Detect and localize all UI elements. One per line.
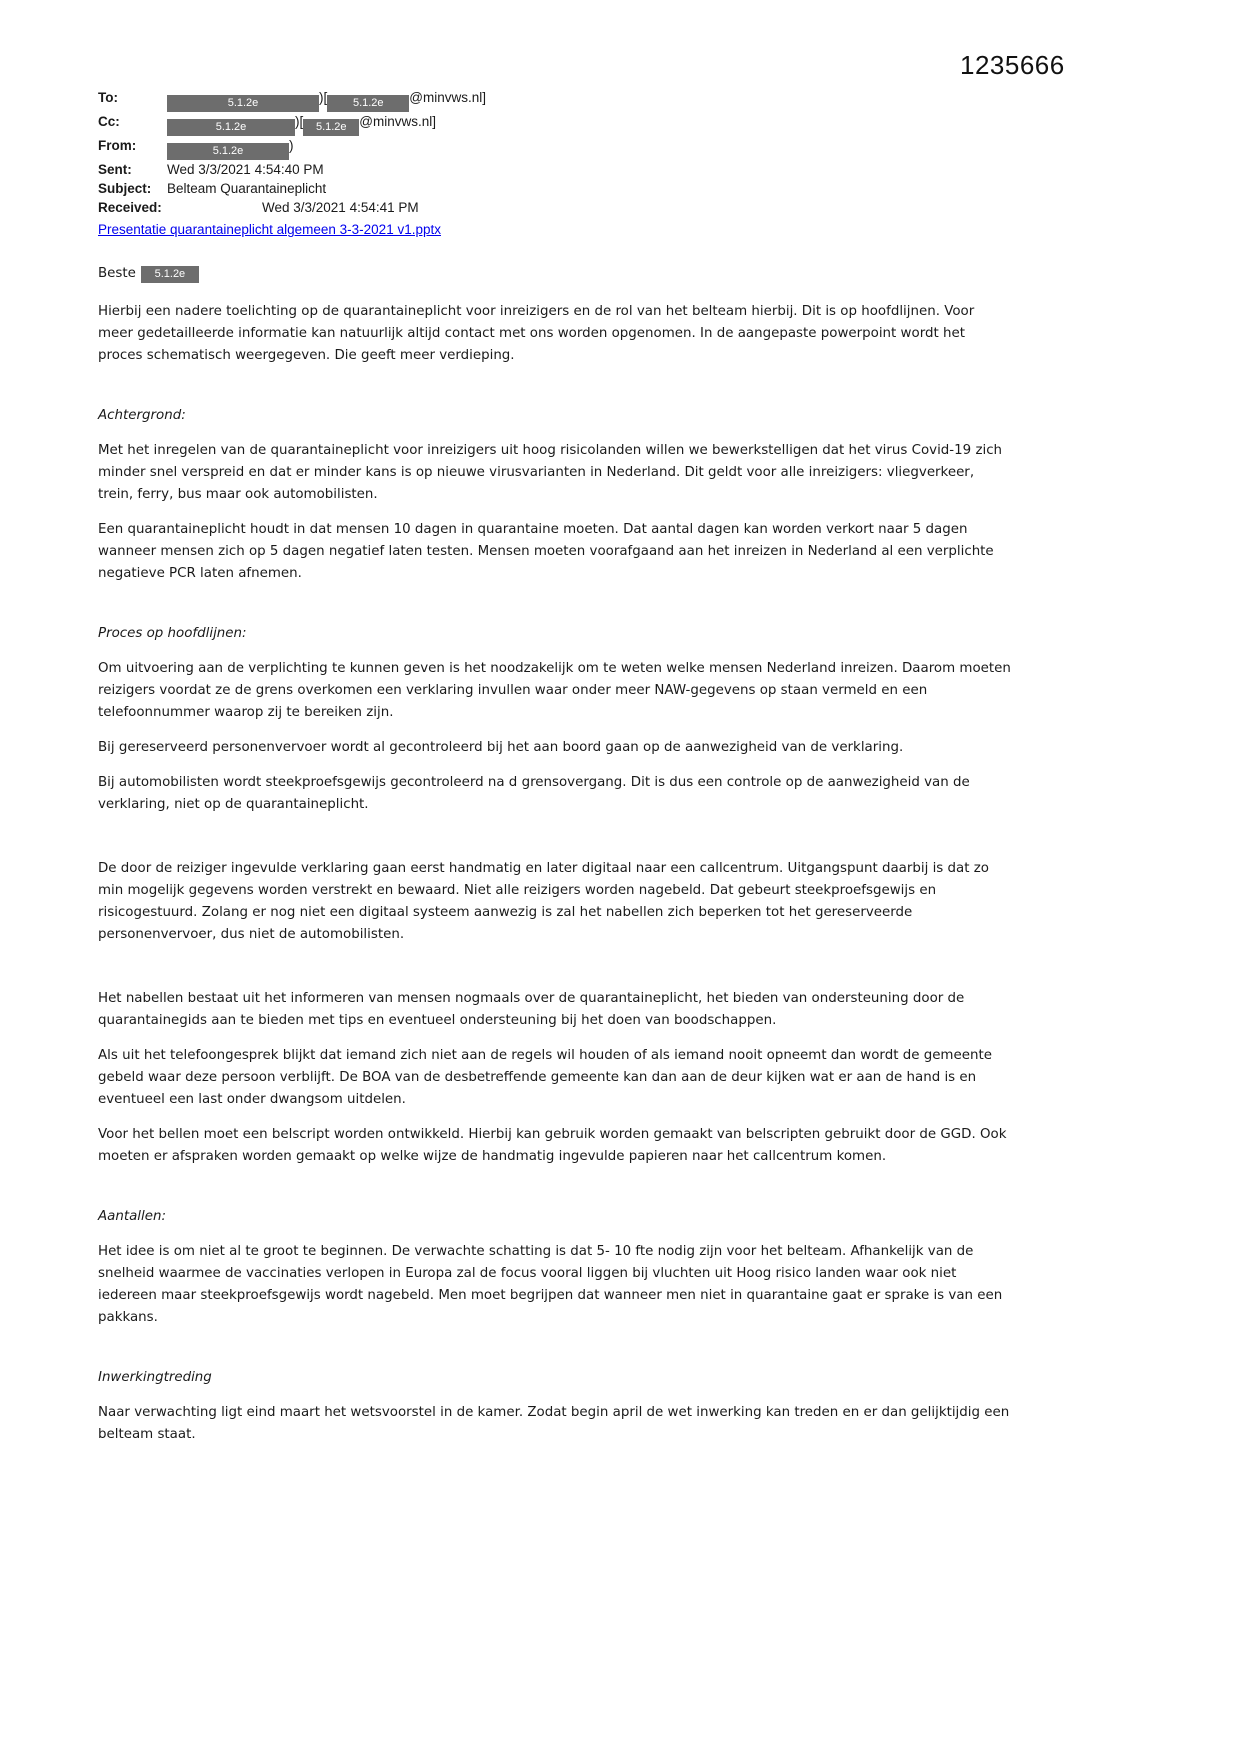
- paragraph: Voor het bellen moet een belscript worden ontwikkeld. Hierbij kan gebruik worden gemaakt van belscripten gebruikt door de GGD. Ook moeten er afspraken worden gemaakt op welke wijze de handmatig ingevulde papieren naar het callcentrum komen.: [98, 1127, 1007, 1164]
- redaction-box: 5.1.2e: [303, 119, 359, 136]
- header-row-received: [98, 198, 1012, 217]
- from-paren: ): [289, 138, 294, 153]
- document-number: 1235666: [960, 50, 1065, 80]
- attachment-line: [98, 220, 1012, 239]
- redaction-box: 5.1.2e: [167, 143, 289, 160]
- header-row-cc: [98, 112, 1012, 136]
- from-label: From:: [98, 138, 137, 153]
- section-heading-inwerkingtreding: Inwerkingtreding: [98, 1370, 212, 1385]
- header-row-sent: [98, 160, 1012, 179]
- email-content: [98, 88, 1012, 1446]
- cc-bracket: )[: [295, 114, 304, 129]
- paragraph: Het nabellen bestaat uit het informeren van mensen nogmaals over de quarantaineplicht, het bieden van ondersteuning door de quarantainegids aan te bieden met tips en eventueel ondersteuning bij het doen van boodschappen.: [98, 991, 965, 1028]
- cc-domain: @minvws.nl]: [359, 114, 436, 129]
- intro-paragraph: Hierbij een nadere toelichting op de quarantaineplicht voor inreizigers en de rol van het belteam hierbij. Dit is op hoofdlijnen. Voor meer gedetailleerde informatie kan natuurlijk altijd contact met ons worden opgenomen. In de aangepaste powerpoint wordt het proces schematisch weergegeven. Die geeft meer verdieping.: [98, 304, 975, 363]
- paragraph: De door de reiziger ingevulde verklaring gaan eerst handmatig en later digitaal naar een callcentrum. Uitgangspunt daarbij is dat zo min mogelijk gegevens worden verstrekt en bewaard. Niet alle reizigers worden nagebeld. Dat gebeurt steekproefsgewijs en risicogestuurd. Zolang er nog niet een digitaal systeem aanwezig is zal het nabellen zich beperken tot het gereserveerde personenvervoer, dus niet de automobilisten.: [98, 861, 989, 942]
- sent-value: Wed 3/3/2021 4:54:40 PM: [167, 162, 324, 177]
- attachment-link[interactable]: Presentatie quarantaineplicht algemeen 3-3-2021 v1.pptx: [98, 222, 441, 237]
- from-value: [167, 136, 294, 160]
- paragraph: Bij automobilisten wordt steekproefsgewijs gecontroleerd na d grensovergang. Dit is dus een controle op de aanwezigheid van de verklaring, niet op de quarantaineplicht.: [98, 775, 970, 812]
- subject-label: Subject:: [98, 181, 152, 196]
- header-row-subject: [98, 179, 1012, 198]
- section-heading-aantallen: Aantallen:: [98, 1209, 166, 1224]
- to-label: To:: [98, 90, 118, 105]
- received-value: Wed 3/3/2021 4:54:41 PM: [262, 200, 419, 215]
- redaction-box: 5.1.2e: [327, 95, 409, 112]
- redaction-box: 5.1.2e: [167, 119, 295, 136]
- paragraph: Bij gereserveerd personenvervoer wordt al gecontroleerd bij het aan boord gaan op de aanwezigheid van de verklaring.: [98, 740, 904, 755]
- to-domain: @minvws.nl]: [409, 90, 486, 105]
- sent-label: Sent:: [98, 162, 132, 177]
- paragraph: Naar verwachting ligt eind maart het wetsvoorstel in de kamer. Zodat begin april de wet inwerking kan treden en er dan gelijktijdig een belteam staat.: [98, 1405, 1010, 1442]
- subject-value: Belteam Quarantaineplicht: [167, 181, 327, 196]
- section-heading-achtergrond: Achtergrond:: [98, 408, 186, 423]
- redaction-box: 5.1.2e: [167, 95, 319, 112]
- header-row-to: [98, 88, 1012, 112]
- paragraph: Als uit het telefoongesprek blijkt dat iemand zich niet aan de regels wil houden of als iemand nooit opneemt dan wordt de gemeente gebeld waar deze persoon verblijft. De BOA van de desbetreffende gemeente kan dan aan de deur kijken wat er aan de hand is en eventueel een last onder dwangsom uitdelen.: [98, 1048, 992, 1107]
- header-row-from: [98, 136, 1012, 160]
- section-heading-proces: Proces op hoofdlijnen:: [98, 626, 247, 641]
- paragraph: Een quarantaineplicht houdt in dat mensen 10 dagen in quarantaine moeten. Dat aantal dagen kan worden verkort naar 5 dagen wanneer mensen zich op 5 dagen negatief laten testen. Mensen moeten voorafgaand aan het inreizen in Nederland al een verplichte negatieve PCR laten afnemen.: [98, 522, 994, 581]
- email-body: [98, 263, 1012, 1446]
- received-label: Received:: [98, 200, 162, 215]
- greeting-line: [98, 263, 1012, 285]
- redaction-box: 5.1.2e: [141, 266, 199, 283]
- to-value: [167, 88, 486, 112]
- paragraph: Om uitvoering aan de verplichting te kunnen geven is het noodzakelijk om te weten welke mensen Nederland inreizen. Daarom moeten reizigers voordat ze de grens overkomen een verklaring invullen waar onder meer NAW-gegevens op staan vermeld en een telefoonnummer waarop zij te bereiken zijn.: [98, 661, 1011, 720]
- cc-value: [167, 112, 436, 136]
- cc-label: Cc:: [98, 114, 120, 129]
- to-bracket: )[: [319, 90, 328, 105]
- paragraph: Met het inregelen van de quarantaineplicht voor inreizigers uit hoog risicolanden willen we bewerkstelligen dat het virus Covid-19 zich minder snel verspreid en dat er minder kans is op nieuwe virusvarianten in Nederland. Dit geldt voor alle inreizigers: vliegverkeer, trein, ferry, bus maar ook automobilisten.: [98, 443, 1003, 502]
- email-header: [98, 88, 1012, 239]
- paragraph: Het idee is om niet al te groot te beginnen. De verwachte schatting is dat 5- 10 fte nodig zijn voor het belteam. Afhankelijk van de snelheid waarmee de vaccinaties verlopen in Europa zal de focus vooral liggen bij vluchten uit Hoog risico landen waar ook niet iedereen maar steekproefsgewijs wordt nagebeld. Men moet begrijpen dat wanneer men niet in quarantaine gaat er sprake is van een pakkans.: [98, 1244, 1003, 1325]
- greeting-text: Beste: [98, 266, 136, 281]
